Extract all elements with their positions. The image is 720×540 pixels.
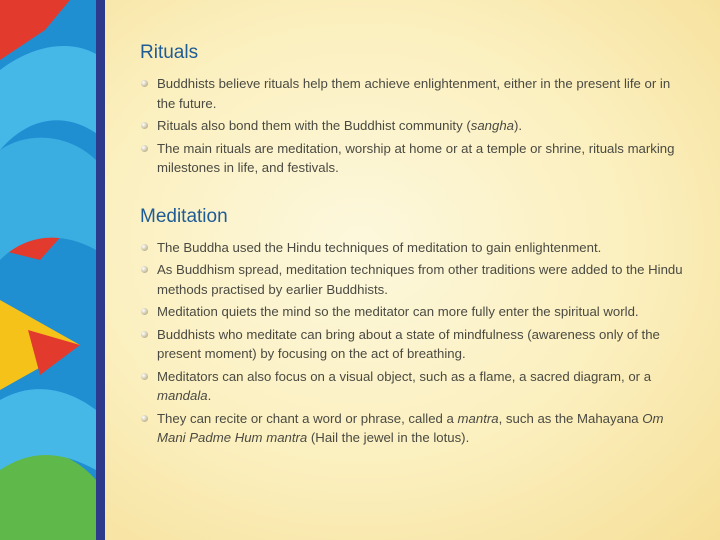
bullet-text: (Hail the jewel in the lotus). <box>307 430 470 445</box>
bullet-text: Buddhists believe rituals help them achieve enlightenment, either in the present life or in the future. <box>157 76 671 111</box>
italic-term: sangha <box>470 118 514 133</box>
bullet-text: They can recite or chant a word or phrase, called a <box>157 410 458 426</box>
bullet-text: The main rituals are meditation, worship at home or at a temple or shrine, rituals marking milestones in life, and festivals. <box>157 140 675 175</box>
bullet-item <box>140 325 685 364</box>
bullet-item <box>140 139 685 178</box>
bullet-text: . <box>207 388 212 403</box>
section-heading: Meditation <box>140 205 228 227</box>
slide-content <box>140 40 685 451</box>
bullet-icon <box>141 266 148 273</box>
italic-term: mantra <box>457 410 499 426</box>
decorative-side-graphic <box>0 0 105 540</box>
bullet-text: The Buddha used the Hindu techniques of meditation to gain enlightenment. <box>157 239 602 255</box>
bullet-item <box>140 302 685 322</box>
section-heading: Rituals <box>140 42 199 63</box>
bullet-list <box>140 74 685 178</box>
bullet-text: Buddhists who meditate can bring about a state of mindfulness (awareness only of the present moment) by focusing on the act of breathing. <box>157 326 660 361</box>
italic-term: mandala <box>157 388 208 403</box>
bullet-text: Rituals also bond them with the Buddhist community ( <box>157 118 471 133</box>
bullet-icon <box>141 415 148 422</box>
bullet-text: Meditators can also focus on a visual object, such as a flame, a sacred diagram, or a <box>157 368 652 384</box>
bullet-text: Meditation quiets the mind so the meditator can more fully enter the spiritual world. <box>157 304 639 319</box>
bullet-item <box>140 367 685 406</box>
bullet-text: , such as the Mahayana <box>498 410 643 426</box>
italic-term: Om Mani Padme Hum mantra <box>157 410 664 445</box>
bullet-icon <box>141 331 148 338</box>
bullet-text: ). <box>513 118 523 133</box>
bullet-icon <box>141 373 148 380</box>
bullet-icon <box>141 122 148 129</box>
bullet-icon <box>141 80 148 87</box>
bullet-item <box>140 260 685 299</box>
bullet-icon <box>141 244 148 251</box>
bullet-item <box>140 238 685 258</box>
bullet-list <box>140 238 685 448</box>
bullet-item <box>140 409 685 448</box>
bullet-text: As Buddhism spread, meditation techniques from other traditions were added to the Hindu methods practised by earlier Buddhists. <box>157 262 683 297</box>
bullet-item <box>140 74 685 113</box>
bullet-item <box>140 116 685 136</box>
bullet-icon <box>141 308 148 315</box>
bullet-icon <box>141 145 148 152</box>
